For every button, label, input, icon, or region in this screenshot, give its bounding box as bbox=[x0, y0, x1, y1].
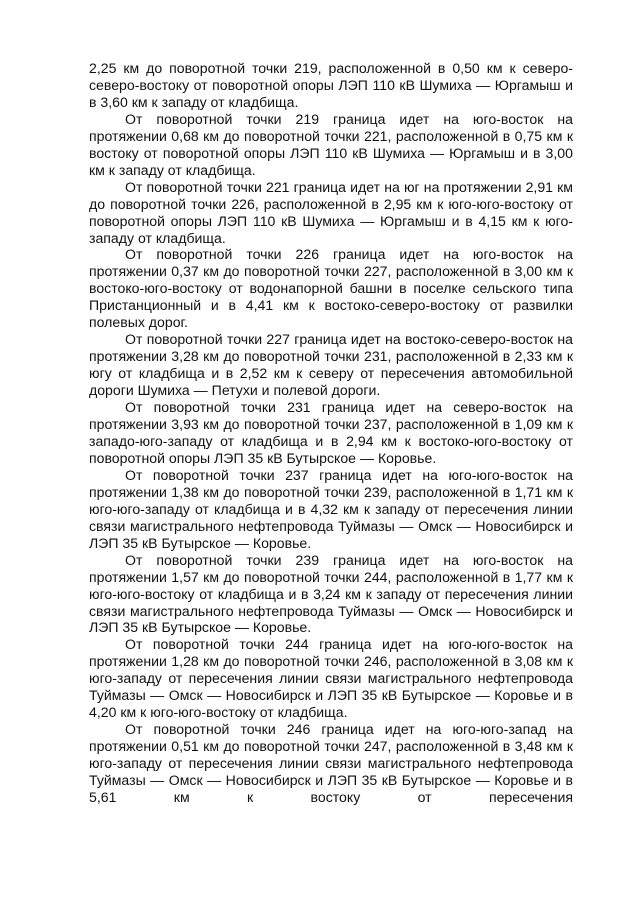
paragraph-5: От поворотной точки 227 граница идет на востоко-северо-восток на протяжении 3,28 км до поворотной точки 231, расположенной в 2,33 км к югу от кладбища и в 2,52 км к северу от пересечения автомобильной дороги Шумиха — Петухи и полевой дороги. bbox=[89, 331, 573, 399]
paragraph-1: 2,25 км до поворотной точки 219, расположенной в 0,50 км к северо-северо-востоку от поворотной опоры ЛЭП 110 кВ Шумиха — Юргамыш и в 3,60 км к западу от кладбища. bbox=[89, 60, 573, 110]
paragraph-8: От поворотной точки 239 граница идет на юго-восток на протяжении 1,57 км до поворотной точки 244, расположенной в 1,77 км к юго-юго-востоку от кладбища и в 3,24 км к западу от пересечения линии связи магистрального нефтепровода Туймазы — Омск — Новосибирск и ЛЭП 35 кВ Бутырское — Коровье. bbox=[89, 551, 573, 636]
paragraph-9: От поворотной точки 244 граница идет на юго-юго-восток на протяжении 1,28 км до поворотной точки 246, расположенной в 3,08 км к юго-западу от пересечения линии связи магистрального нефтепровода Туймазы — Омск — Новосибирск и ЛЭП 35 кВ Бутырское — Коровье и в 4,20 км к юго-юго-востоку от кладбища. bbox=[89, 636, 573, 721]
paragraph-7: От поворотной точки 237 граница идет на юго-юго-восток на протяжении 1,38 км до поворотной точки 239, расположенной в 1,71 км к юго-юго-западу от кладбища и в 4,32 км к западу от пересечения линии связи магистрального нефтепровода Туймазы — Омск — Новосибирск и ЛЭП 35 кВ Бутырское — Коровье. bbox=[89, 466, 573, 551]
document-page bbox=[89, 60, 573, 806]
paragraph-10: От поворотной точки 246 граница идет на юго-юго-запад на протяжении 0,51 км до поворотной точки 247, расположенной в 3,48 км к юго-западу от пересечения линии связи магистрального нефтепровода Туймазы — Омск — Новосибирск и ЛЭП 35 кВ Бутырское — Коровье и в 5,61 км к востоку от пересечения bbox=[89, 721, 573, 805]
paragraph-2: От поворотной точки 219 граница идет на юго-восток на протяжении 0,68 км до поворотной точки 221, расположенной в 0,75 км к востоку от поворотной опоры ЛЭП 110 кВ Шумиха — Юргамыш и в 3,00 км к западу от кладбища. bbox=[89, 110, 573, 178]
paragraph-3: От поворотной точки 221 граница идет на юг на протяжении 2,91 км до поворотной точки 226, расположенной в 2,95 км к юго-юго-востоку от поворотной опоры ЛЭП 110 кВ Шумиха — Юргамыш и в 4,15 км к юго-западу от кладбища. bbox=[89, 178, 573, 246]
paragraph-4: От поворотной точки 226 граница идет на юго-восток на протяжении 0,37 км до поворотной точки 227, расположенной в 3,00 км к востоко-юго-востоку от водонапорной башни в поселке сельского типа Пристанционный и в 4,41 км к востоко-северо-востоку от развилки полевых дорог. bbox=[89, 246, 573, 331]
paragraph-6: От поворотной точки 231 граница идет на северо-восток на протяжении 3,93 км до поворотной точки 237, расположенной в 1,09 км к западо-юго-западу от кладбища и в 2,94 км к востоко-юго-востоку от поворотной опоры ЛЭП 35 кВ Бутырское — Коровье. bbox=[89, 399, 573, 466]
